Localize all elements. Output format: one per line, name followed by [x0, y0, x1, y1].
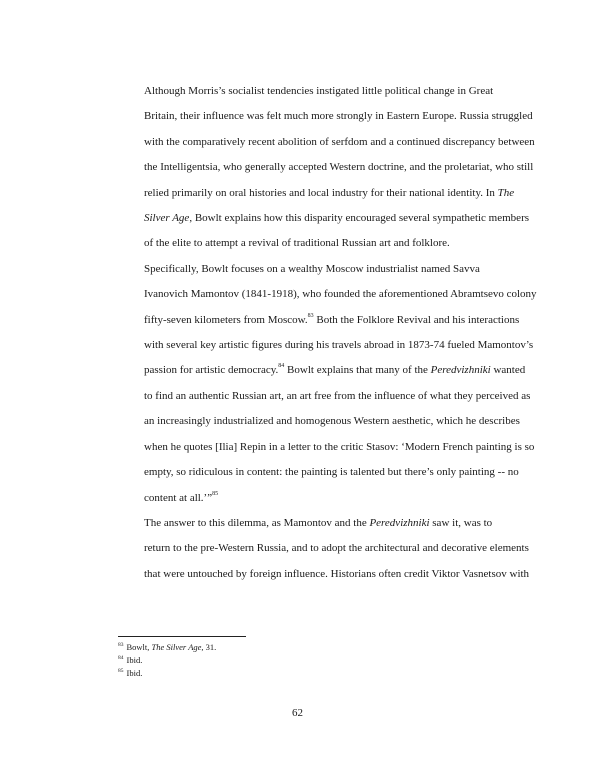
text-run: empty, so ridiculous in content: the painting is talented but there’s only painting -- no [144, 466, 519, 479]
footnote-reference: 83 [307, 312, 314, 319]
footnote-divider [118, 636, 246, 637]
text-line [118, 231, 518, 256]
text-run: Ivanovich Mamontov (1841-1918), who founded the aforementioned Abramtsevo colony [144, 288, 537, 301]
footnote [118, 667, 418, 680]
text-line [118, 79, 518, 104]
text-line [118, 409, 518, 434]
text-run: return to the pre-Western Russia, and to adopt the architectural and decorative elements [144, 542, 529, 555]
text-run: Britain, their influence was felt much more strongly in Eastern Europe. Russia struggled [144, 110, 533, 123]
text-line [118, 486, 518, 511]
text-run: with several key artistic figures during his travels abroad in 1873-74 fueled Mamontov’s [144, 339, 534, 352]
text-line [118, 536, 529, 561]
text-run: Bowlt explains that many of the [284, 364, 431, 377]
footnote-reference: 84 [278, 363, 285, 370]
text-line [118, 308, 518, 333]
text-line [118, 206, 530, 231]
text-run: wanted [490, 364, 526, 377]
text-run: passion for artistic democracy. [144, 364, 279, 377]
text-run: The answer to this dilemma, as Mamontov and the [144, 516, 370, 529]
text-line [118, 358, 526, 383]
text-run: content at all.’” [144, 491, 213, 504]
text-run: Although Morris’s socialist tendencies instigated little political change in Great [144, 85, 494, 97]
text-run: , Bowlt explains how this disparity encouraged several sympathetic members [189, 212, 530, 225]
text-line [118, 333, 534, 358]
text-line [118, 435, 535, 460]
italic-text: Silver Age [144, 212, 190, 225]
footnotes [118, 641, 418, 680]
footnote [118, 654, 418, 667]
text-run: relied primarily on oral histories and local industry for their national identity. In [144, 186, 498, 199]
text-line [118, 130, 535, 155]
italic-text: The [497, 186, 515, 199]
italic-text: The Silver Age [151, 642, 202, 652]
text-run: Specifically, Bowlt focuses on a wealthy Moscow industrialist named Savva [144, 262, 480, 275]
text-run: fifty-seven kilometers from Moscow. [144, 313, 308, 326]
text-run: when he quotes [Ilia] Repin in a letter to the critic Stasov: ‘Modern French painting is so [144, 440, 535, 453]
text-line [118, 257, 518, 282]
text-line [118, 511, 518, 536]
text-line [118, 104, 533, 129]
text-run: Both the Folklore Revival and his interactions [313, 313, 520, 326]
text-line [118, 460, 518, 485]
footnote-number: 84 [118, 655, 124, 661]
footnote-number: 83 [118, 642, 124, 648]
body-text [118, 79, 537, 587]
text-run: the Intelligentsia, who generally accepted Western doctrine, and the proletariat, who still [144, 161, 534, 174]
paragraph [118, 511, 530, 587]
text-run: Ibid. [126, 655, 143, 665]
footnote-reference: 85 [212, 490, 219, 497]
paragraph [118, 79, 535, 257]
text-line [118, 155, 534, 180]
italic-text: Peredvizhniki [430, 364, 491, 377]
paragraph [118, 257, 537, 511]
text-run: that were untouched by foreign influence. Historians often credit Viktor Vasnetsov with [144, 567, 530, 580]
text-run: of the elite to attempt a revival of traditional Russian art and folklore. [144, 237, 450, 250]
italic-text: Peredvizhniki [369, 516, 430, 529]
footnote-number: 85 [118, 668, 124, 674]
footnote [118, 641, 418, 654]
text-run: with the comparatively recent abolition of serfdom and a continued discrepancy between [144, 135, 535, 148]
text-run: Ibid. [126, 668, 143, 678]
text-run: , 31. [201, 642, 217, 652]
text-run: an increasingly industrialized and homogenous Western aesthetic, which he describes [144, 415, 520, 428]
page-number: 62 [292, 707, 303, 719]
text-line [118, 384, 531, 409]
text-line [118, 562, 530, 587]
text-line [118, 282, 537, 307]
text-line [118, 181, 518, 206]
text-run: saw it, was to [429, 516, 493, 529]
text-run: Bowlt, [126, 642, 152, 652]
text-run: to find an authentic Russian art, an art free from the influence of what they perceived as [144, 389, 531, 402]
